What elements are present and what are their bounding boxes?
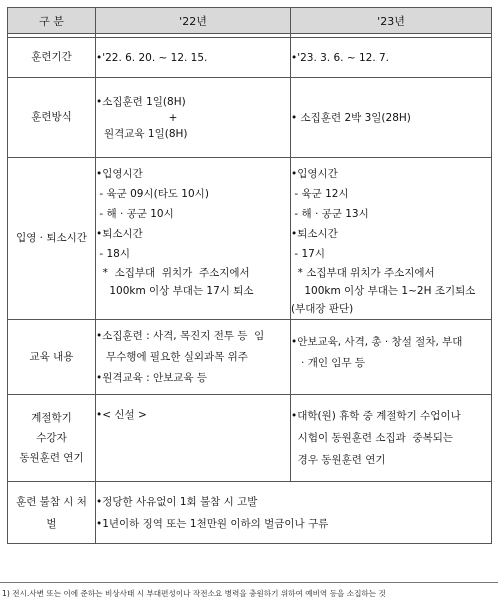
table-row — [8, 78, 492, 158]
table-row — [8, 320, 492, 395]
cell-line: •'22. 6. 20. ~ 12. 15. — [96, 51, 208, 64]
row-label-line: 동원훈련 연기 — [19, 452, 84, 464]
cell-line: - 해 · 공군 13시 — [291, 208, 369, 220]
cell-line: •소집훈련 1일(8H) — [96, 95, 186, 108]
cell-line: - 해 · 공군 10시 — [96, 208, 174, 220]
cell-2023-seasonal — [291, 395, 492, 482]
table-row — [8, 395, 492, 482]
cell-line: (부대장 판단) — [291, 303, 354, 315]
cell-line: - 육군 12시 — [291, 188, 349, 200]
cell-line: 무수행에 필요한 실외과목 위주 — [96, 350, 248, 363]
table-row — [8, 158, 492, 320]
row-label-seasonal-semester — [8, 395, 96, 482]
cell-2023-times — [291, 158, 492, 320]
row-label-line: 훈련기간 — [31, 51, 72, 63]
cell-line: •정당한 사유없이 1회 불참 시 고발 — [96, 495, 258, 508]
cell-line: 경우 동원훈련 연기 — [291, 454, 386, 466]
cell-2023-method — [291, 78, 492, 158]
cell-line: •대학(원) 휴학 중 계절학기 수업이나 — [291, 410, 461, 422]
cell-penalty — [96, 482, 492, 544]
row-label-line: 입영 · 퇴소시간 — [16, 232, 87, 244]
cell-line: •퇴소시간 — [291, 228, 338, 240]
footnote-divider — [0, 582, 498, 583]
cell-line: 원격교육 1일(8H) — [104, 127, 188, 140]
cell-line: 100km 이상 부대는 17시 퇴소 — [96, 285, 254, 297]
cell-line: •< 신설 > — [96, 409, 147, 421]
cell-line: •입영시간 — [291, 168, 338, 180]
row-label-training-period — [8, 38, 96, 78]
cell-line: 시험이 동원훈련 소집과 중복되는 — [291, 432, 454, 444]
cell-line: •1년이하 징역 또는 1천만원 이하의 벌금이나 구류 — [96, 517, 329, 530]
row-label-education-content — [8, 320, 96, 395]
cell-line: •안보교육, 사격, 총 · 창설 절차, 부대 — [291, 336, 463, 348]
table-row — [8, 482, 492, 544]
row-label-line: 벌 — [46, 517, 57, 530]
header-2022: '22년 — [96, 8, 291, 34]
cell-2022-times — [96, 158, 291, 320]
row-label-entry-exit-time — [8, 158, 96, 320]
cell-line: •퇴소시간 — [96, 228, 143, 240]
row-label-line: 수강자 — [36, 432, 67, 444]
header-category: 구 분 — [8, 8, 96, 34]
row-label-line: 훈련방식 — [31, 111, 72, 123]
cell-2022-period — [96, 38, 291, 78]
cell-line: •'23. 3. 6. ~ 12. 7. — [291, 51, 390, 64]
cell-2022-seasonal — [96, 395, 291, 482]
cell-2022-education — [96, 320, 291, 395]
cell-line: * 소집부대 위치가 주소지에서 — [96, 267, 250, 279]
row-label-training-method — [8, 78, 96, 158]
cell-line: · 개인 임무 등 — [291, 357, 366, 369]
row-label-line: 교육 내용 — [29, 350, 74, 363]
cell-line: • 소집훈련 2박 3일(28H) — [291, 111, 411, 124]
cell-line: + — [168, 111, 178, 124]
cell-line: •입영시간 — [96, 168, 143, 180]
header-2023: '23년 — [291, 8, 492, 34]
cell-line: •원격교육 : 안보교육 등 — [96, 371, 208, 384]
cell-line: 100km 이상 부대는 1~2H 조기퇴소 — [291, 285, 476, 297]
row-label-penalty — [8, 482, 96, 544]
cell-line: - 17시 — [291, 248, 325, 260]
row-label-line: 훈련 불참 시 처 — [16, 495, 87, 508]
cell-2023-education — [291, 320, 492, 395]
cell-line: - 18시 — [96, 248, 130, 260]
cell-line: - 육군 09시(타도 10시) — [96, 188, 209, 200]
cell-2023-period — [291, 38, 492, 78]
header-row — [8, 8, 492, 34]
cell-2022-method — [96, 78, 291, 158]
footnote: 1) 전시.사변 또는 이에 준하는 비상사태 시 부대편성이나 작전소요 병력을 충원하기 위하여 예비역 등을 소집하는 것 — [2, 589, 386, 598]
row-label-line: 계절학기 — [31, 412, 72, 424]
cell-line: •소집훈련 : 사격, 목진지 전투 등 임 — [96, 329, 265, 342]
comparison-table — [7, 7, 492, 544]
cell-line: * 소집부대 위치가 주소지에서 — [291, 267, 435, 279]
table-row — [8, 38, 492, 78]
